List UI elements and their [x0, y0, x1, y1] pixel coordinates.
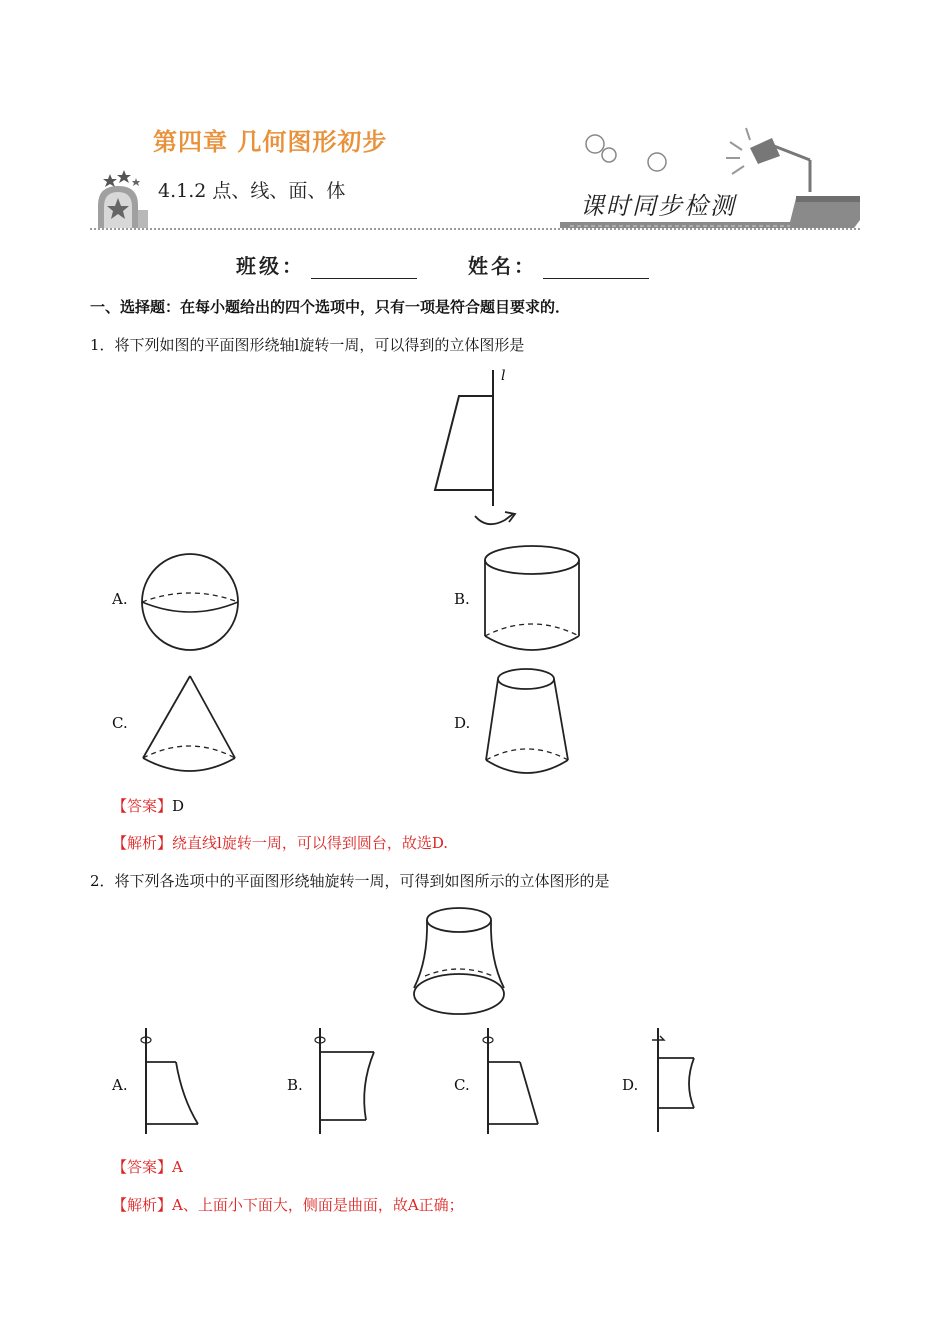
analysis-text: A、上面小下面大，侧面是曲面，故A正确；: [172, 1196, 464, 1214]
name-blank: [543, 260, 649, 279]
answer-tag: 【答案】: [112, 797, 173, 815]
q2-answer: [112, 1156, 183, 1177]
question-1-text: 1．将下列如图的平面图形绕轴l旋转一周，可以得到的立体图形是: [90, 336, 525, 354]
q2-option-c-figure: [480, 1026, 550, 1138]
q2-solid-figure: [408, 900, 512, 1020]
q2-option-d-figure: [650, 1026, 710, 1138]
q2-option-b-label: B.: [287, 1076, 303, 1094]
axis-label: l: [501, 368, 506, 384]
q2-analysis: [112, 1194, 464, 1215]
answer-tag: 【答案】: [112, 1158, 173, 1176]
star-emblem-icon: [98, 170, 148, 228]
question-2-text: 2．将下列各选项中的平面图形绕轴旋转一周，可得到如图所示的立体图形的是: [90, 872, 610, 890]
q1-analysis: [112, 832, 448, 853]
bubble-icon: [586, 135, 604, 153]
frustum-figure: [482, 666, 574, 782]
class-blank: [311, 260, 417, 279]
q1-option-d-label: D.: [454, 714, 471, 732]
name-field: [468, 250, 649, 279]
analysis-text: 绕直线l旋转一周，可以得到圆台，故选D.: [172, 834, 449, 852]
banner-text: 课时同步检测: [580, 192, 736, 220]
class-label: 班级：: [236, 254, 305, 278]
q1-option-a-label: A.: [112, 590, 128, 608]
section-title: 4.1.2 点、线、面、体: [158, 180, 346, 202]
q2-option-b-figure: [312, 1026, 382, 1138]
cylinder-figure: [480, 542, 584, 654]
q2-option-a-figure: [138, 1026, 208, 1138]
section-heading: 一、选择题：在每小题给出的四个选项中，只有一项是符合题目要求的．: [90, 298, 571, 316]
q1-figure: [425, 368, 535, 533]
class-field: [236, 250, 417, 279]
answer-value: A: [172, 1158, 183, 1176]
analysis-tag: 【解析】: [112, 834, 173, 852]
name-label: 姓名：: [468, 254, 537, 278]
rotation-arrow-icon: [475, 514, 513, 524]
cone-figure: [138, 672, 242, 776]
q1-option-c-label: C.: [112, 714, 128, 732]
q1-option-b-label: B.: [454, 590, 470, 608]
answer-value: D: [172, 797, 185, 815]
analysis-tag: 【解析】: [112, 1196, 173, 1214]
sphere-figure: [138, 550, 242, 654]
q2-option-a-label: A.: [112, 1076, 128, 1094]
desk-lamp-icon: [726, 128, 810, 192]
q2-option-c-label: C.: [454, 1076, 470, 1094]
q2-option-d-label: D.: [622, 1076, 639, 1094]
q1-answer: [112, 795, 184, 816]
chapter-title: 第四章 几何图形初步: [153, 128, 388, 156]
